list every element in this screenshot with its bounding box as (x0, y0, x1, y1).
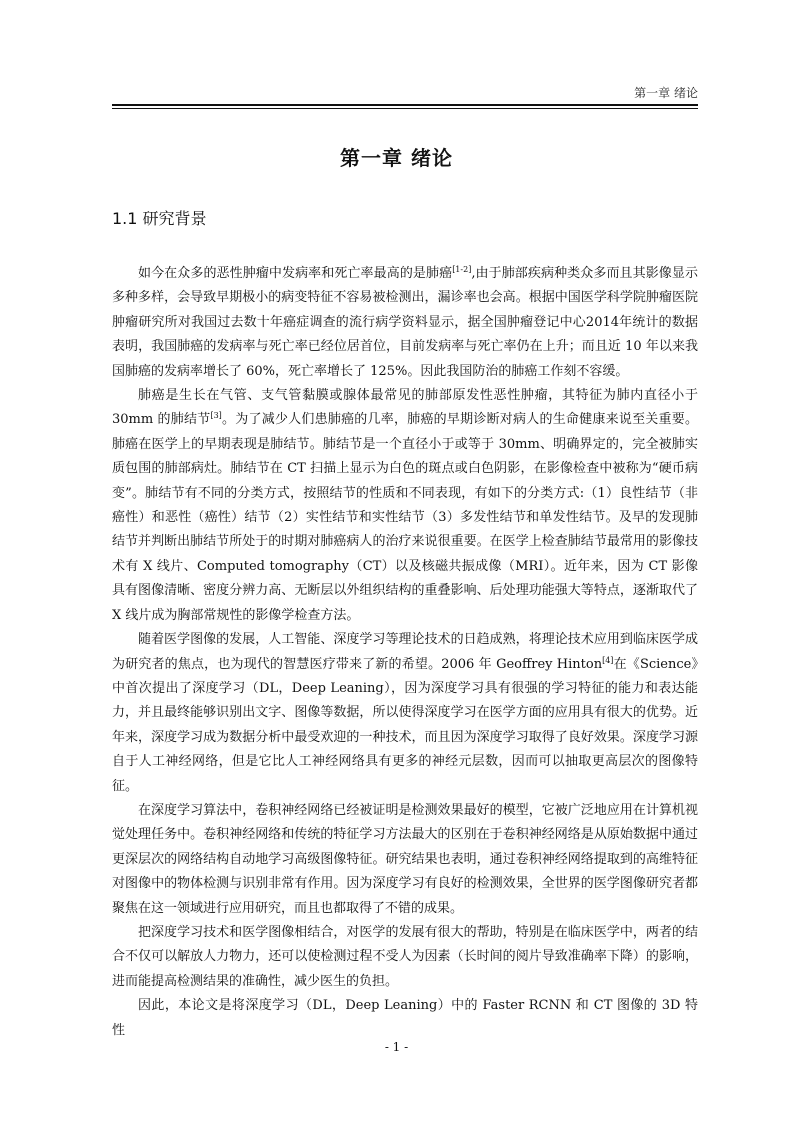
header-rule-thick (112, 104, 698, 106)
header-rule-thin (112, 108, 698, 109)
running-header: 第一章 绪论 (634, 86, 698, 100)
paragraph (112, 262, 698, 384)
page-number: - 1 - (384, 1040, 409, 1054)
text-run: 肺癌是生长在气管、支气管黏膜或腺体最常见的肺部原发性恶性肿瘤，其特征为肺内直径小于 30mm 的肺结节 (112, 388, 698, 428)
text-run: 在《Science》中首次提出了深度学习（DL，Deep Leaning），因为深度学习具有很强的学习特征的能力和表达能力，并且最终能够识别出文字、图像等数据，所以使得深度学习在医学方面的应用具有很大的优势。近年来，深度学习成为数据分析中最受欢迎的一种技术，而且因为深度学习取得了良好效果。深度学习源自于人工神经网络，但是它比人工神经网络具有更多的神经元层数，因而可以抽取更高层次的图像特征。 (112, 656, 699, 794)
paragraph (112, 921, 698, 994)
text-run: 把深度学习技术和医学图像相结合，对医学的发展有很大的帮助，特别是在临床医学中，两者的结合不仅可以解放人力物力，还可以使检测过程不受人为因素（长时间的阅片导致准确率下降）的影响，进而能提高检测结果的准确性，减少医生的负担。 (112, 924, 698, 989)
citation-ref[interactable]: [3] (210, 411, 222, 421)
text-run: 因此，本论文是将深度学习（DL，Deep Leaning）中的 Faster RCNN 和 CT 图像的 3D 特性 (112, 998, 698, 1038)
chapter-title: 第一章 绪论 (340, 146, 453, 170)
citation-ref[interactable]: [4] (602, 655, 614, 665)
body-text (112, 262, 698, 1043)
citation-ref[interactable]: [1-2] (452, 265, 472, 274)
paragraph (112, 799, 698, 921)
paragraph (112, 994, 698, 1043)
text-run: 如今在众多的恶性肿瘤中发病率和死亡率最高的是肺癌 (138, 266, 453, 281)
text-run: ,由于肺部疾病种类众多而且其影像显示多种多样，会导致早期极小的病变特征不容易被检测出，漏诊率也会高。根据中国医学科学院肿瘤医院肿瘤研究所对我国过去数十年癌症调查的流行病学资料显示，据全国肿瘤登记中心2014年统计的数据表明，我国肺癌的发病率与死亡率已经位居首位，目前发病率与死亡率仍在上升；而且近 10 年以来我国肺癌的发病率增长了 60%，死亡率增长了 125%。因此我国防治的肺癌工作刻不容缓。 (112, 266, 698, 379)
section-heading: 1.1 研究背景 (112, 209, 207, 228)
text-run: 在深度学习算法中，卷积神经网络已经被证明是检测效果最好的模型，它被广泛地应用在计算机视觉处理任务中。卷积神经网络和传统的特征学习方法最大的区别在于卷积神经网络是从原始数据中通过更深层次的网络结构自动地学习高级图像特征。研究结果也表明，通过卷积神经网络提取到的高维特征对图像中的物体检测与识别非常有作用。因为深度学习有良好的检测效果，全世界的医学图像研究者都聚焦在这一领域进行应用研究，而且也都取得了不错的成果。 (112, 802, 698, 916)
paragraph (112, 384, 698, 628)
text-run: 随着医学图像的发展，人工智能、深度学习等理论技术的日趋成熟，将理论技术应用到临床医学成为研究者的焦点，也为现代的智慧医疗带来了新的希望。2006 年 Geoffrey Hinton (112, 632, 698, 672)
paragraph (112, 628, 698, 799)
text-run: 。为了减少人们患肺癌的几率，肺癌的早期诊断对病人的生命健康来说至关重要。肺癌在医学上的早期表现是肺结节。肺结节是一个直径小于或等于 30mm、明确界定的，完全被肺实质包围的肺部病灶。肺结节在 CT 扫描上显示为白色的斑点或白色阴影，在影像检查中被称为“硬币病变”。肺结节有不同的分类方式，按照结节的性质和不同表现，有如下的分类方式:（1）良性结节（非癌性）和恶性（癌性）结节（2）实性结节和实性结节（3）多发性结节和单发性结节。及早的发现肺结节并判断出肺结节所处于的时期对肺癌病人的治疗来说很重要。在医学上检查肺结节最常用的影像技术有 X 线片、Computed tomography（CT）以及核磁共振成像（MRI）。近年来，因为 CT 影像具有图像清晰、密度分辨力高、无断层以外组织结构的重叠影响、后处理功能强大等特点，逐渐取代了 X 线片成为胸部常规性的影像学检查方法。 (112, 412, 698, 623)
